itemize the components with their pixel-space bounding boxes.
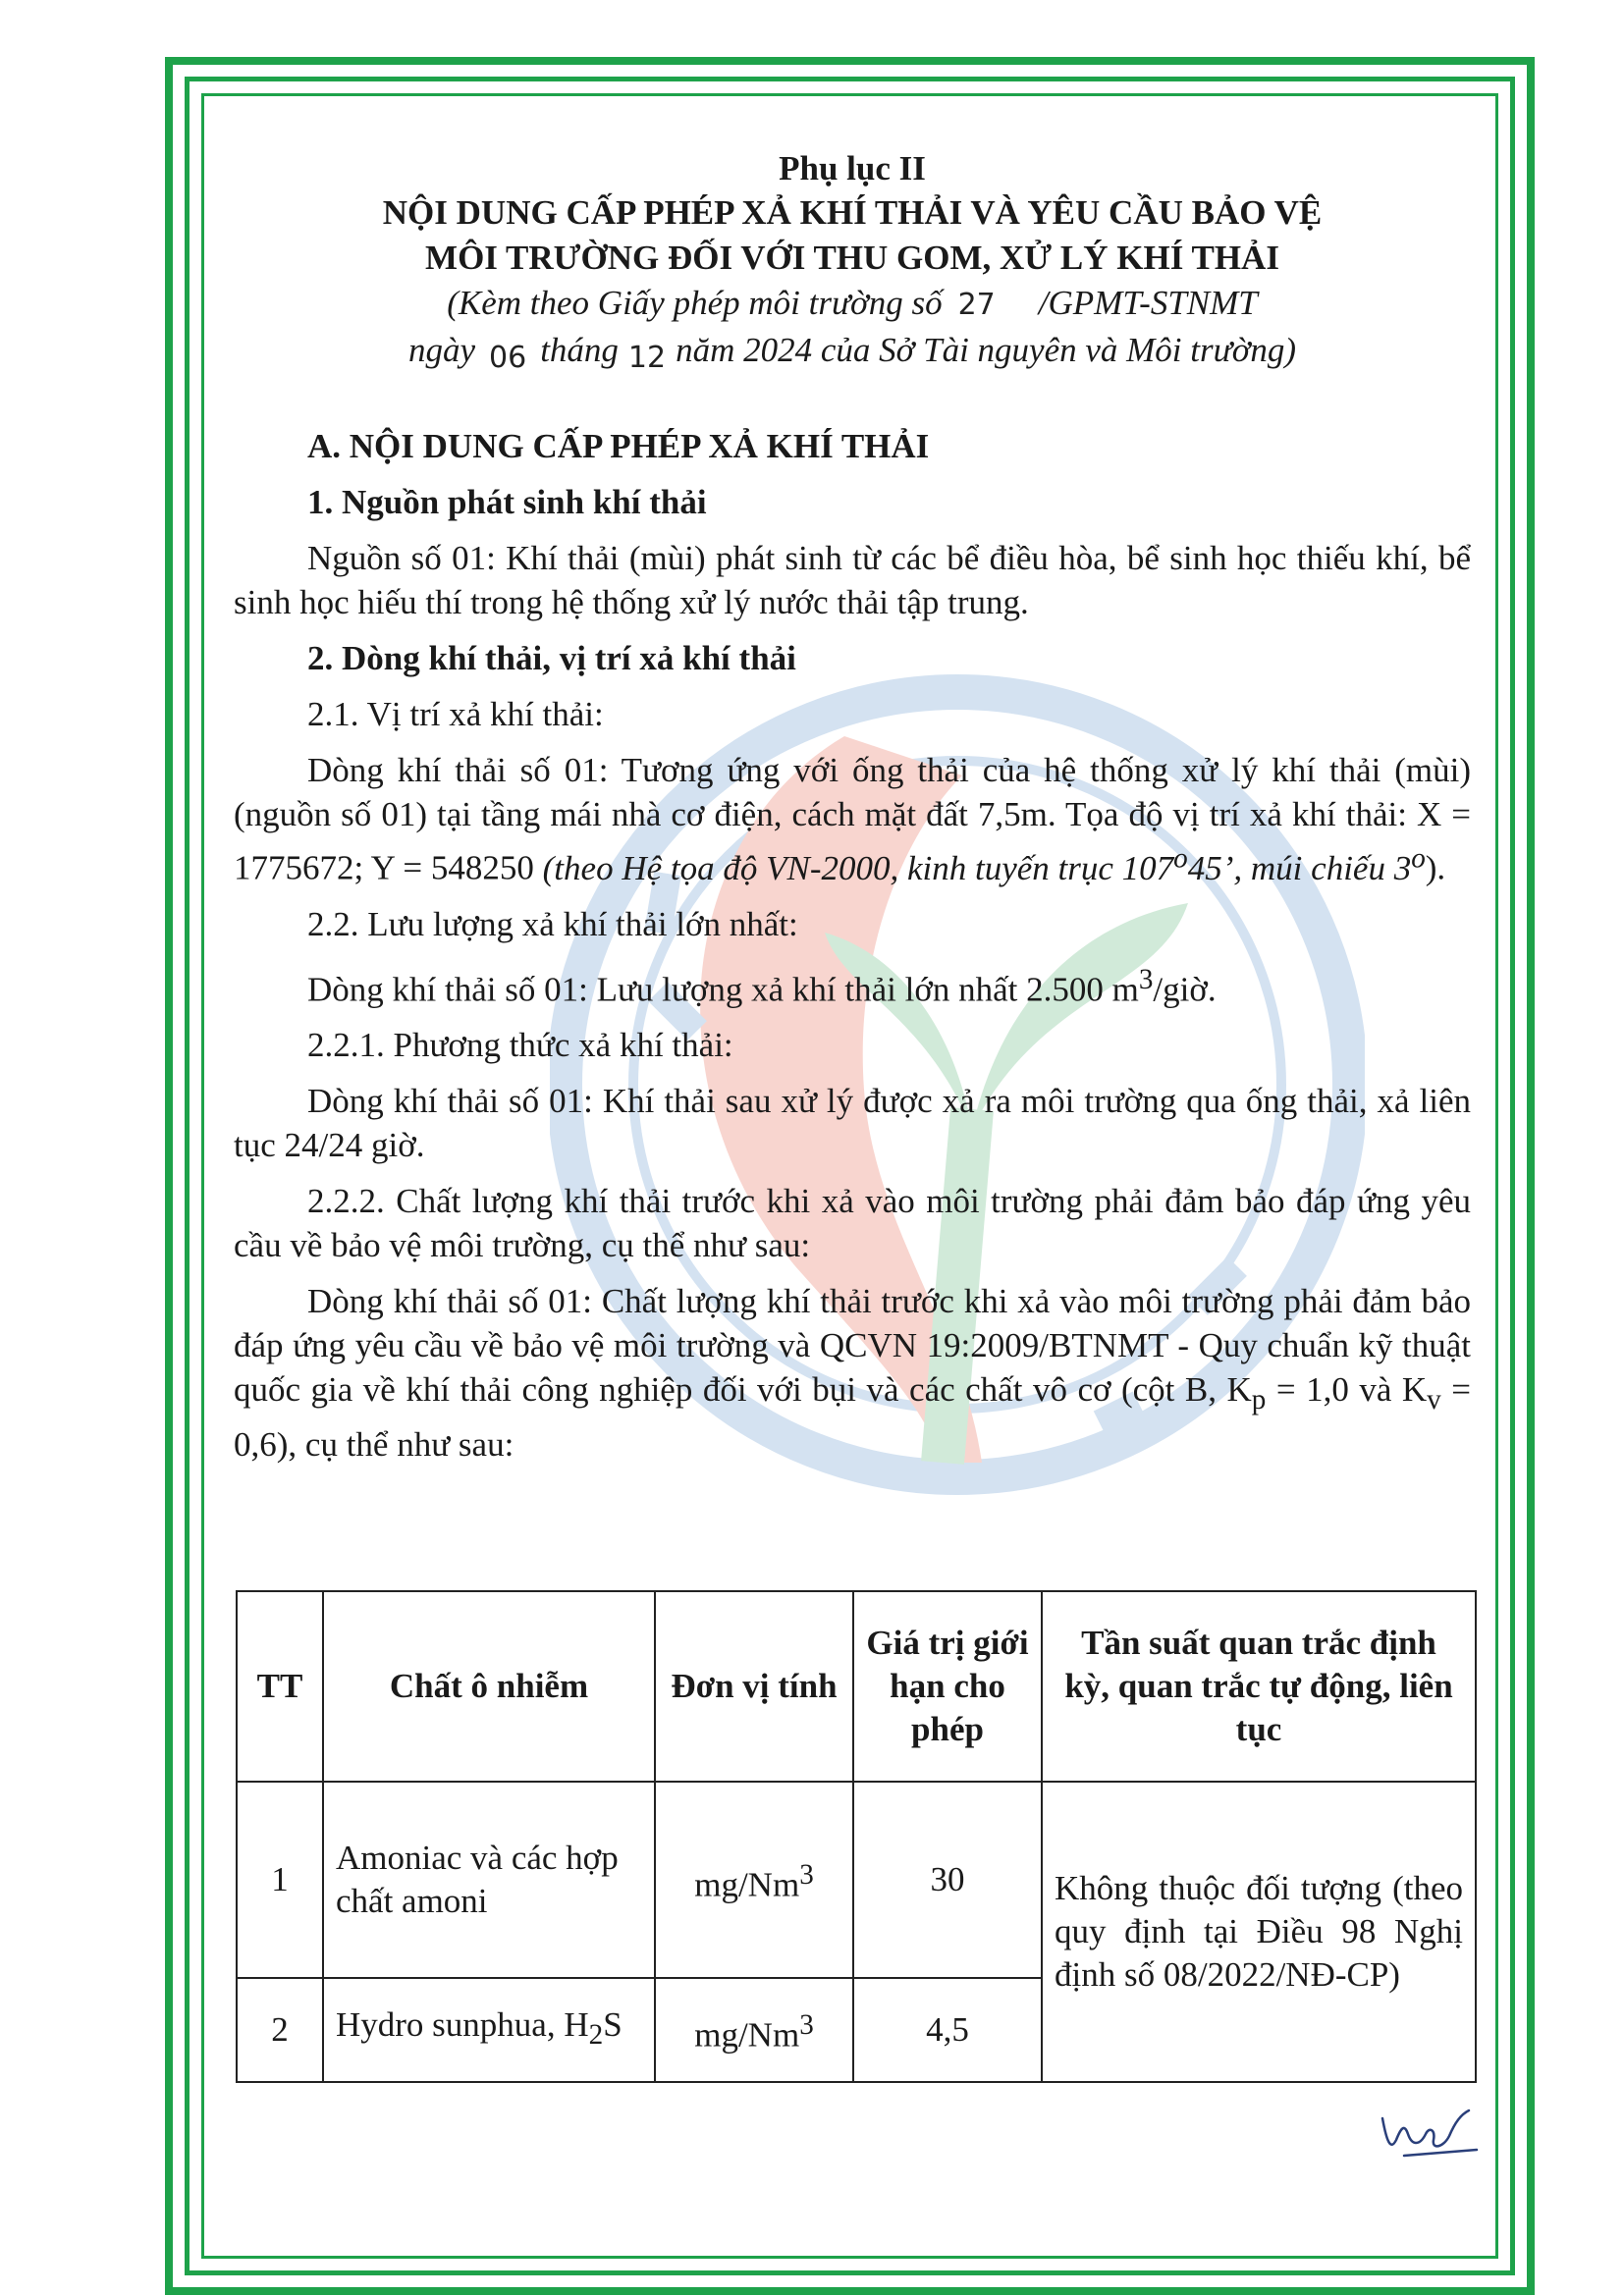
main-title-line-2: MÔI TRƯỜNG ĐỐI VỚI THU GOM, XỬ LÝ KHÍ THẢI bbox=[425, 239, 1279, 277]
table-row bbox=[237, 1782, 1476, 1978]
kp-subscript: p bbox=[1251, 1384, 1267, 1416]
location-text: Dòng khí thải số 01: Tương ứng với ống thải của hệ thống xử lý khí thải (mùi) (nguồn số 01) tại tầng mái nhà cơ điện, cách mặt đất 7,5m. Tọa độ vị trí xả khí thải: X = 1775672; Y = 548250 bbox=[234, 751, 1471, 887]
unit-superscript: 3 bbox=[799, 2008, 814, 2041]
h2s-name: Hydro sunphua, H bbox=[336, 2005, 589, 2044]
cell-pollutant: Amoniac và các hợp chất amoni bbox=[323, 1782, 655, 1978]
coord-note-part-2: 45’, múi chiếu 3 bbox=[1187, 848, 1412, 887]
section-a-heading: A. NỘI DUNG CẤP PHÉP XẢ KHÍ THẢI bbox=[307, 427, 930, 465]
subheading-2-2: 2.2. Lưu lượng xả khí thải lớn nhất: bbox=[307, 904, 798, 943]
header-tt: TT bbox=[237, 1591, 323, 1782]
subheading-2-2-1: 2.2.1. Phương thức xả khí thải: bbox=[307, 1026, 733, 1065]
paragraph-quality-standard bbox=[234, 1279, 1471, 1467]
kp-value: = 1,0 và K bbox=[1266, 1370, 1428, 1410]
appendix-title: Phụ lục II bbox=[779, 149, 926, 187]
pollutant-limits-table bbox=[236, 1590, 1477, 2083]
cubic-superscript: 3 bbox=[1138, 963, 1154, 995]
h2s-suffix: S bbox=[603, 2005, 623, 2044]
main-title-line-1: NỘI DUNG CẤP PHÉP XẢ KHÍ THẢI VÀ YÊU CẦU BẢO VỆ bbox=[382, 193, 1323, 232]
permit-month: 12 bbox=[627, 341, 667, 375]
max-flow-text: Dòng khí thải số 01: Lưu lượng xả khí thải lớn nhất 2.500 m bbox=[307, 970, 1139, 1009]
cell-tt: 1 bbox=[237, 1782, 323, 1978]
document-body bbox=[234, 147, 1471, 1478]
cell-unit bbox=[655, 1782, 853, 1978]
heading-1: 1. Nguồn phát sinh khí thải bbox=[307, 483, 707, 521]
permit-content bbox=[234, 424, 1471, 1467]
degree-mark-1: o bbox=[1173, 842, 1188, 874]
cell-limit: 30 bbox=[853, 1782, 1042, 1978]
cell-limit: 4,5 bbox=[853, 1978, 1042, 2082]
paragraph-discharge-method: Dòng khí thải số 01: Khí thải sau xử lý được xả ra môi trường qua ống thải, xả liên tục 24/24 giờ. bbox=[234, 1082, 1471, 1165]
paragraph-source: Nguồn số 01: Khí thải (mùi) phát sinh từ các bể điều hòa, bể sinh học thiếu khí, bể sinh học hiếu thí trong hệ thống xử lý nước thải tập trung. bbox=[234, 539, 1471, 621]
coordinate-system-note bbox=[542, 842, 1426, 887]
header-limit: Giá trị giới hạn cho phép bbox=[853, 1591, 1042, 1782]
document-header bbox=[234, 147, 1471, 375]
header-unit: Đơn vị tính bbox=[655, 1591, 853, 1782]
unit-text: mg/Nm bbox=[694, 2015, 800, 2055]
cell-frequency: Không thuộc đối tượng (theo quy định tại Điều 98 Nghị định số 08/2022/NĐ-CP) bbox=[1042, 1782, 1476, 2082]
degree-mark-2: o bbox=[1411, 842, 1426, 874]
permit-date bbox=[234, 328, 1471, 375]
max-flow-unit-end: /giờ. bbox=[1153, 970, 1217, 1009]
subheading-2-2-2: 2.2.2. Chất lượng khí thải trước khi xả vào môi trường phải đảm bảo đáp ứng yêu cầu về bảo vệ môi trường, cụ thể như sau: bbox=[234, 1182, 1471, 1265]
quality-standard-text: Dòng khí thải số 01: Chất lượng khí thải trước khi xả vào môi trường phải đảm bảo đáp ứng yêu cầu về bảo vệ môi trường và QCVN 19:2009/BTNMT - Quy chuẩn kỹ thuật quốc gia về khí thải công nghiệp đối với bụi và các chất vô cơ (cột B, K bbox=[234, 1282, 1471, 1410]
date-suffix: năm 2024 của Sở Tài nguyên và Môi trường) bbox=[676, 331, 1297, 369]
permit-reference bbox=[234, 281, 1471, 328]
cell-tt: 2 bbox=[237, 1978, 323, 2082]
handwritten-initials bbox=[1375, 2101, 1483, 2169]
subheading-2-1: 2.1. Vị trí xả khí thải: bbox=[307, 695, 604, 733]
kv-subscript: v bbox=[1427, 1384, 1441, 1416]
permit-number: 27 bbox=[957, 288, 996, 322]
date-prefix: ngày bbox=[407, 331, 475, 369]
coord-note-part-1: (theo Hệ tọa độ VN-2000, kinh tuyến trục 107 bbox=[542, 848, 1174, 887]
unit-text: mg/Nm bbox=[694, 1865, 800, 1904]
cell-pollutant bbox=[323, 1978, 655, 2082]
kv-value: = 0,6), cụ thể như sau: bbox=[234, 1370, 1471, 1465]
coord-note-end: ). bbox=[1425, 848, 1446, 887]
permit-suffix: /GPMT-STNMT bbox=[1038, 284, 1258, 322]
month-word: tháng bbox=[540, 331, 619, 369]
paragraph-max-flow bbox=[234, 958, 1471, 1012]
h2s-subscript: 2 bbox=[588, 2019, 604, 2051]
unit-superscript: 3 bbox=[799, 1858, 814, 1891]
header-frequency: Tần suất quan trắc định kỳ, quan trắc tự động, liên tục bbox=[1042, 1591, 1476, 1782]
table-header-row bbox=[237, 1591, 1476, 1782]
cell-unit bbox=[655, 1978, 853, 2082]
permit-day: 06 bbox=[489, 341, 527, 375]
heading-2: 2. Dòng khí thải, vị trí xả khí thải bbox=[307, 639, 796, 677]
paragraph-discharge-location bbox=[234, 748, 1471, 890]
header-pollutant: Chất ô nhiễm bbox=[323, 1591, 655, 1782]
permit-prefix: (Kèm theo Giấy phép môi trường số bbox=[447, 284, 943, 322]
